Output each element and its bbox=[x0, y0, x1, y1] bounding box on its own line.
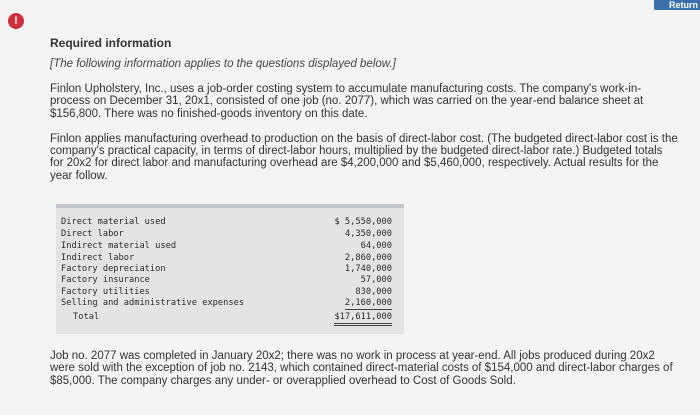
row-label: Factory depreciation bbox=[61, 264, 166, 274]
table-row bbox=[56, 275, 404, 286]
row-label: Factory utilities bbox=[61, 287, 150, 297]
row-amount: 64,000 bbox=[360, 241, 392, 251]
row-label: Selling and administrative expenses bbox=[61, 298, 245, 308]
section-subtitle: [The following information applies to the questions displayed below.] bbox=[50, 58, 396, 70]
row-label: Factory insurance bbox=[61, 275, 150, 285]
row-label: Direct material used bbox=[61, 217, 166, 227]
row-label: Indirect labor bbox=[61, 253, 135, 263]
paragraph-overhead: Finlon applies manufacturing overhead to production on the basis of direct-labor cost. (The budgeted direct-labor cost is the company's practical capacity, in terms of direct-labor hours, multiplied by the budgeted direct-labor rate.) Budgeted totals for 20x2 for direct labor and manufacturing overhead are $4,200,000 and $5,460,000, respectively. Actual results for the year follow. bbox=[50, 132, 678, 182]
total-label: Total bbox=[73, 312, 100, 322]
table-row bbox=[56, 253, 404, 264]
paragraph-intro: Finlon Upholstery, Inc., uses a job-order costing system to accumulate manufacturing costs. The company's work-in-process on December 31, 20x1, consisted of one job (no. 2077), which was carried on the year-end balance sheet at $156,800. There was no finished-goods inventory on this date. bbox=[50, 83, 644, 120]
actual-results-table bbox=[56, 204, 404, 334]
row-amount: 57,000 bbox=[360, 275, 392, 285]
table-row bbox=[56, 217, 404, 228]
row-amount: 2,160,000 bbox=[344, 298, 392, 308]
row-amount: 1,740,000 bbox=[344, 264, 392, 274]
table-row bbox=[56, 264, 404, 275]
section-title: Required information bbox=[50, 36, 172, 50]
paragraph-job-completion: Job no. 2077 was completed in January 20x2; there was no work in process at year-end. All jobs produced during 20x2 were sold with the exception of job no. 2143, which contained direct-material costs of $154,000 and direct-labor charges of $85,000. The company charges any under- or overapplied overhead to Cost of Goods Sold. bbox=[50, 350, 673, 387]
row-label: Indirect material used bbox=[61, 241, 177, 251]
question-content bbox=[50, 36, 678, 182]
row-label: Direct labor bbox=[61, 229, 124, 239]
row-amount: 2,860,000 bbox=[344, 253, 392, 263]
row-amount: 830,000 bbox=[355, 287, 392, 297]
row-amount: $ 5,550,000 bbox=[334, 217, 392, 227]
alert-icon: ! bbox=[8, 13, 24, 29]
row-amount: 4,350,000 bbox=[344, 229, 392, 239]
total-amount: $17,611,000 bbox=[334, 312, 392, 326]
table-row bbox=[56, 229, 404, 240]
table-row bbox=[56, 298, 404, 309]
return-button[interactable]: Return bbox=[654, 0, 700, 10]
table-row bbox=[56, 241, 404, 252]
table-row bbox=[56, 287, 404, 298]
table-total-row bbox=[56, 312, 404, 323]
